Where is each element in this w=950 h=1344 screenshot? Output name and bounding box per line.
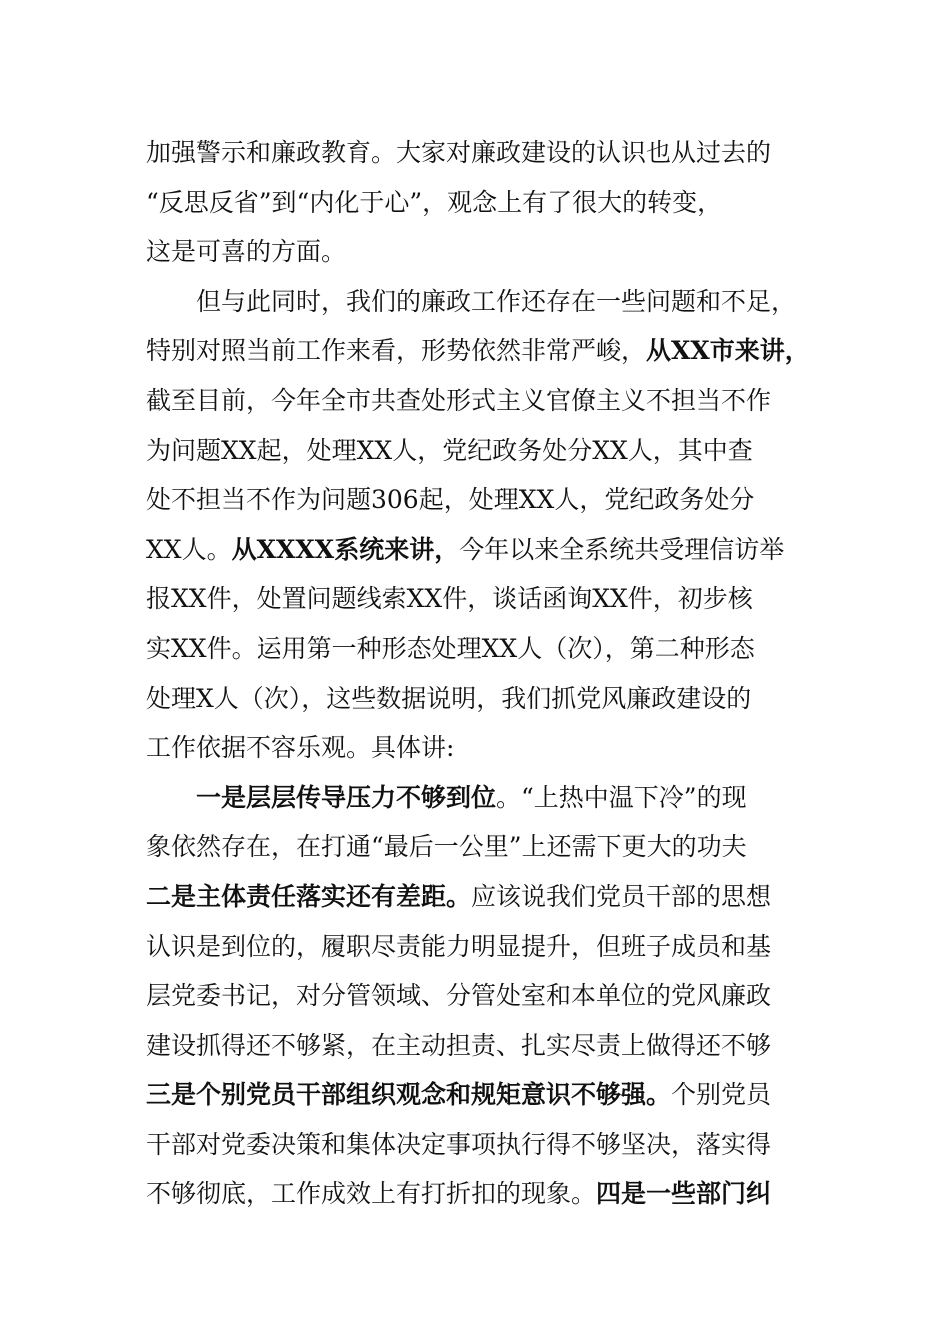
text-line: [146, 1021, 818, 1071]
text-segment: 实XX件。运用第一种形态处理XX人（次），第二种形态: [146, 633, 755, 663]
text-line: [146, 326, 818, 376]
text-segment: 但与此同时，我们的廉政工作还存在一些问题和不足，: [196, 286, 797, 316]
text-segment: 为问题XX起，处理XX人，党纪政务处分XX人，其中查: [146, 435, 753, 465]
text-line: [146, 822, 818, 872]
text-line: [146, 1120, 818, 1170]
text-segment: XX人。: [146, 534, 232, 564]
text-line: [146, 376, 818, 426]
bold-text-segment: 一是层层传导压力不够到位: [196, 782, 497, 812]
text-line: [146, 624, 818, 674]
text-line: [146, 574, 818, 624]
bold-text-segment: 四是一些部门纠: [596, 1179, 772, 1209]
text-segment: 。“上热中温下冷”的现: [496, 782, 747, 812]
bold-text-segment: 从XXXX系统来讲，: [231, 534, 460, 564]
text-segment: 报XX件，处置问题线索XX件，谈话函询XX件，初步核: [146, 584, 753, 614]
text-line: [146, 128, 818, 178]
document-body: [146, 128, 818, 1219]
text-line: [146, 426, 818, 476]
text-segment: 建设抓得还不够紧，在主动担责、扎实尽责上做得还不够: [146, 1030, 772, 1060]
text-segment: 截至目前，今年全市共查处形式主义官僚主义不担当不作: [146, 385, 772, 415]
text-line: [146, 872, 818, 922]
text-line: [146, 227, 818, 277]
text-segment: 不够彻底，工作成效上有打折扣的现象。: [146, 1179, 597, 1209]
bold-text-segment: 三是个别党员干部组织观念和规矩意识不够强。: [146, 1080, 672, 1110]
text-segment: 今年以来全系统共受理信访举: [459, 534, 785, 564]
text-segment: 处理X人（次），这些数据说明，我们抓党风廉政建设的: [146, 683, 752, 713]
text-line: [146, 922, 818, 972]
text-line: [146, 1070, 818, 1120]
text-segment: 个别党员: [671, 1080, 772, 1110]
bold-text-segment: 二是主体责任落实还有差距。: [146, 881, 472, 911]
text-segment: 认识是到位的，履职尽责能力明显提升，但班子成员和基: [146, 931, 772, 961]
text-segment: 处不担当不作为问题306起，处理XX人，党纪政务处分: [146, 485, 755, 515]
text-line: [146, 723, 818, 773]
paragraph-first-line: [146, 773, 818, 823]
text-line: [146, 475, 818, 525]
text-line: [146, 525, 818, 575]
text-segment: 干部对党委决策和集体决定事项执行得不够坚决，落实得: [146, 1129, 772, 1159]
text-line: [146, 674, 818, 724]
text-segment: 层党委书记，对分管领域、分管处室和本单位的党风廉政: [146, 981, 772, 1011]
bold-text-segment: 从XX市来讲，: [646, 336, 810, 366]
text-line: [146, 1169, 818, 1219]
text-segment: 特别对照当前工作来看，形势依然非常严峻，: [146, 336, 647, 366]
text-segment: 工作依据不容乐观。具体讲:: [146, 733, 455, 763]
text-segment: “反思反省”到“内化于心”，观念上有了很大的转变，: [146, 187, 723, 217]
text-segment: 象依然存在，在打通“最后一公里”上还需下更大的功夫: [146, 832, 747, 862]
paragraph-first-line: [146, 277, 818, 327]
text-line: [146, 971, 818, 1021]
text-segment: 加强警示和廉政教育。大家对廉政建设的认识也从过去的: [146, 138, 772, 167]
text-segment: 应该说我们党员干部的思想: [471, 881, 772, 911]
text-line: [146, 178, 818, 228]
text-segment: 这是可喜的方面。: [146, 237, 347, 267]
